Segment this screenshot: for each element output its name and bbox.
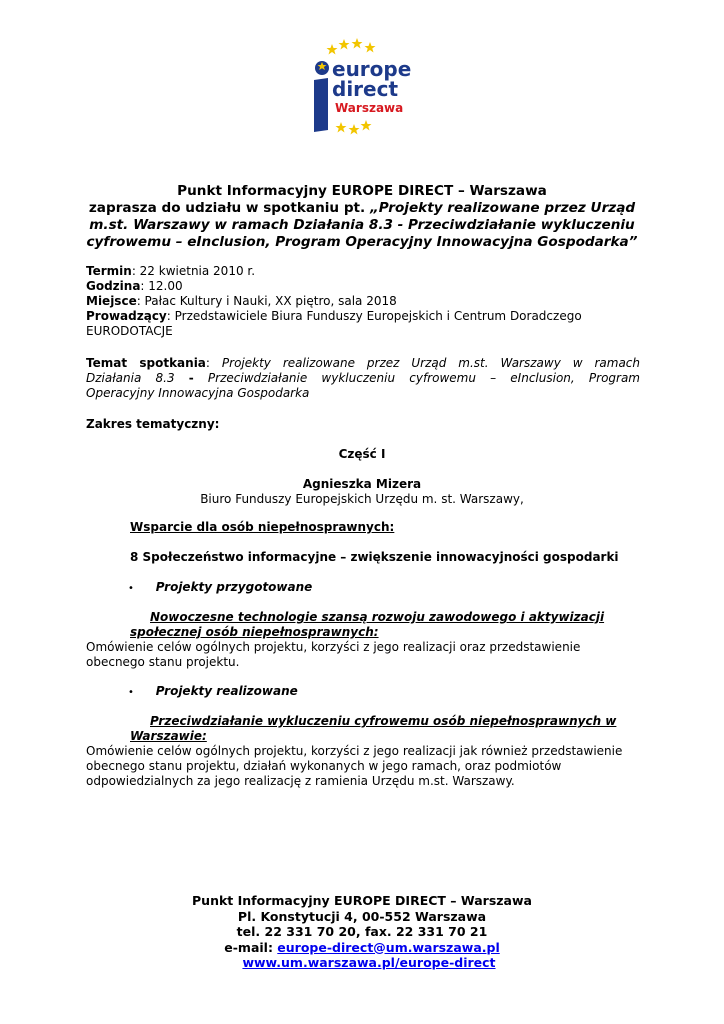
project1-description — [86, 640, 646, 670]
heading-line3-text: m.st. Warszawy w ramach Działania 8.3 - Przeciwdziałanie wykluczeniu — [89, 217, 635, 233]
meeting-topic — [86, 356, 640, 401]
miejsce-label: Miejsce — [86, 294, 137, 308]
speaker-block — [84, 477, 640, 507]
logo-direct: direct — [332, 77, 399, 101]
priority-heading-text: 8 Społeczeństwo informacyjne – zwiększenie innowacyjności gospodarki — [130, 550, 619, 564]
europe-direct-logo — [282, 30, 425, 152]
termin-row — [86, 264, 640, 279]
project1-title-a: Nowoczesne technologie szansą rozwoju zawodowego i aktywizacji — [150, 610, 605, 624]
star — [349, 124, 360, 135]
topic-dash: - — [188, 371, 194, 385]
project2-description — [86, 744, 661, 789]
topic-line3 — [86, 386, 640, 401]
project1-title-a-row — [130, 610, 630, 625]
list-item — [128, 580, 628, 596]
miejsce-row — [86, 294, 640, 309]
topic-sep: : — [205, 356, 222, 370]
support-heading — [130, 520, 630, 535]
logo-warszawa: Warszawa — [335, 101, 404, 115]
project2-title-b: Warszawie: — [130, 729, 207, 743]
godzina-value: : 12.00 — [140, 279, 183, 293]
star — [327, 44, 338, 55]
godzina-label: Godzina — [86, 279, 141, 293]
speaker-affiliation: Biuro Funduszy Europejskich Urzędu m. st. Warszawy, — [200, 492, 524, 506]
topic-text3: Operacyjny Innowacyjna Gospodarka — [86, 386, 310, 400]
prowadzacy-row — [86, 309, 640, 324]
part-title — [84, 447, 640, 462]
heading-line3 — [84, 217, 640, 234]
star — [352, 38, 363, 49]
bullet-realized: Projekty realizowane — [155, 684, 298, 698]
contact-footer — [84, 893, 640, 971]
heading-line4 — [84, 234, 640, 251]
support-heading-text: Wsparcie dla osób niepełnosprawnych: — [130, 520, 395, 534]
footer-website-row — [84, 955, 640, 971]
scope-heading — [86, 417, 640, 432]
priority-heading — [130, 550, 650, 565]
project1-title-b-row — [130, 625, 630, 640]
prowadzacy-value: : Przedstawiciele Biura Funduszy Europejskich i Centrum Doradczego — [166, 309, 582, 323]
star — [336, 122, 347, 133]
prowadzacy-value-2: EURODOTACJE — [86, 324, 173, 338]
miejsce-value: : Pałac Kultury i Nauki, XX piętro, sala 2018 — [136, 294, 397, 308]
topic-text2a: Działania 8.3 — [86, 371, 189, 385]
project1-desc-a: Omówienie celów ogólnych projektu, korzyści z jego realizacji oraz przedstawienie — [86, 640, 581, 654]
bullet-icon: • — [128, 583, 134, 594]
star — [361, 120, 372, 131]
speaker-name: Agnieszka Mizera — [302, 477, 422, 491]
heading-line2-plain: zaprasza do udziału w spotkaniu pt. — [88, 200, 370, 216]
heading-line2 — [84, 200, 640, 217]
project2-desc-a: Omówienie celów ogólnych projektu, korzyści z jego realizacji jak również przedstawienie — [86, 744, 623, 758]
logo-europe: europe — [332, 57, 412, 81]
part-title-text: Część I — [338, 447, 386, 461]
bullet-prepared: Projekty przygotowane — [155, 580, 313, 594]
footer-line1: Punkt Informacyjny EUROPE DIRECT – Warszawa — [192, 893, 532, 908]
project2-title — [130, 714, 630, 744]
project1-title-b: społecznej osób niepełnosprawnych: — [130, 625, 379, 639]
website-link[interactable]: www.um.warszawa.pl/europe-direct — [242, 955, 496, 970]
heading-line1: Punkt Informacyjny EUROPE DIRECT – Warszawa — [177, 183, 547, 199]
footer-address: Pl. Konstytucji 4, 00-552 Warszawa — [237, 908, 487, 924]
godzina-row — [86, 279, 640, 294]
project2-desc-b: obecnego stanu projektu, działań wykonanych w jego ramach, oraz podmiotów — [86, 759, 562, 773]
project1-desc-b: obecnego stanu projektu. — [86, 655, 240, 669]
footer-email-row — [84, 940, 640, 956]
heading-line4-text: cyfrowemu – eInclusion, Program Operacyjny Innowacyjna Gospodarka” — [86, 234, 638, 250]
scope-label: Zakres tematyczny: — [86, 417, 220, 431]
project2-title-b-row — [130, 729, 630, 744]
project2-desc-c: odpowiedzialnych za jego realizację z ramienia Urzędu m.st. Warszawy. — [86, 774, 515, 788]
project1-title — [130, 610, 630, 640]
project2-title-a: Przeciwdziałanie wykluczeniu cyfrowemu osób niepełnosprawnych w — [150, 714, 617, 728]
heading-line2-italic: „Projekty realizowane przez Urząd — [369, 200, 636, 216]
meeting-details — [86, 264, 640, 339]
termin-value: : 22 kwietnia 2010 r. — [131, 264, 256, 278]
email-link[interactable]: europe-direct@um.warszawa.pl — [277, 939, 500, 955]
project2-title-a-row — [130, 714, 630, 729]
list-item — [128, 684, 628, 700]
i-stem — [314, 78, 328, 132]
prowadzacy-label: Prowadzący — [86, 309, 167, 323]
topic-line1 — [86, 356, 640, 371]
logo-graphic — [282, 30, 425, 152]
star — [339, 39, 350, 50]
invitation-heading — [84, 183, 640, 251]
termin-label: Termin — [86, 264, 132, 278]
topic-line2 — [86, 371, 640, 386]
topic-text2c: Przeciwdziałanie wykluczeniu cyfrowemu – eInclusion, Program — [193, 371, 640, 385]
footer-phone: tel. 22 331 70 20, fax. 22 331 70 21 — [236, 924, 488, 939]
topic-text1: Projekty realizowane przez Urząd m.st. Warszawy w ramach — [221, 356, 641, 370]
bullet-icon: • — [128, 687, 134, 698]
topic-label: Temat spotkania — [86, 356, 206, 370]
footer-email-label: e-mail: — [224, 939, 278, 955]
speaker-name-row — [84, 477, 640, 492]
star — [365, 42, 376, 53]
